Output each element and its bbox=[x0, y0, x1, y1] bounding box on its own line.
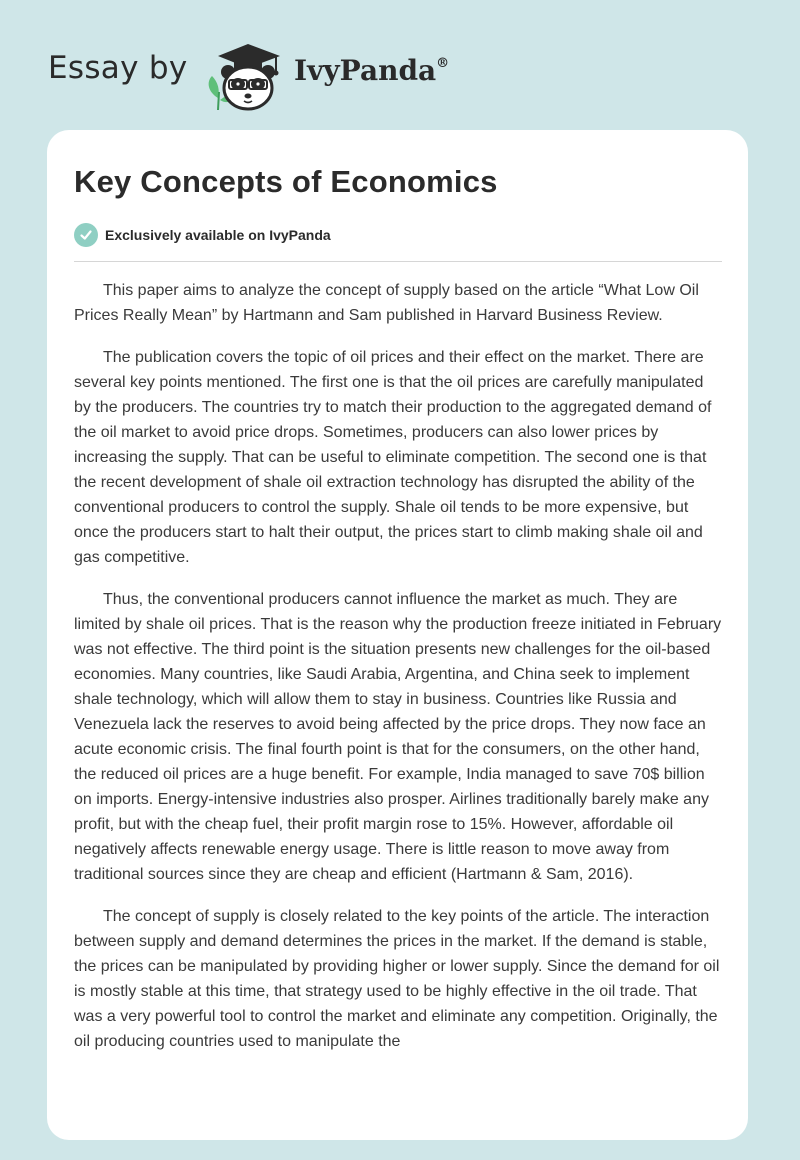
checkmark-icon bbox=[74, 223, 98, 247]
divider bbox=[74, 261, 722, 262]
paragraph: Thus, the conventional producers cannot influence the market as much. They are limited by shale oil prices. That is the reason why the production freeze initiated in February was not effective. The third point is the situation presents new challenges for the oil-based economies. Many countries, like Saudi Arabia, Argentina, and China seek to implement shale technology, which will allow them to stay in business. Countries like Russia and Venezuela lack the reserves to avoid being affected by the price drops. They now face an acute economic crisis. The final fourth point is that for the consumers, on the other hand, the reduced oil prices are a huge benefit. For example, India managed to save 70$ billion on imports. Energy-intensive industries also prosper. Airlines traditionally barely make any profit, but with the cheap fuel, their profit margin rose to 15%. However, affordable oil negatively affects renewable energy usage. There is little reason to move away from traditional sources since they are cheap and efficient (Hartmann & Sam, 2016). bbox=[74, 591, 722, 883]
paragraph: This paper aims to analyze the concept of supply based on the article “What Low Oil Prices Really Mean” by Hartmann and Sam published in Harvard Business Review. bbox=[74, 282, 699, 324]
page-title: Key Concepts of Economics bbox=[74, 164, 498, 199]
brand-text: IvyPanda bbox=[294, 54, 437, 87]
essay-card bbox=[47, 130, 748, 1140]
paragraph: The concept of supply is closely related to the key points of the article. The interaction between supply and demand determines the prices in the market. If the demand is stable, the prices can be manipulated by providing higher or lower supply. Since the demand for oil is mostly stable at this time, that strategy used to be highly effective in the oil trade. That was a very powerful tool to control the market and eliminate any competition. Originally, the oil producing countries used to manipulate the bbox=[74, 908, 720, 1050]
exclusive-badge-label: Exclusively available on IvyPanda bbox=[105, 227, 331, 243]
registered-mark: ® bbox=[436, 56, 450, 71]
panda-graduate-logo-icon[interactable] bbox=[200, 36, 290, 114]
essay-body bbox=[74, 278, 724, 1071]
brand-name[interactable] bbox=[294, 54, 449, 87]
exclusive-badge bbox=[74, 222, 331, 248]
site-header bbox=[48, 36, 508, 116]
panda-face-icon bbox=[221, 65, 275, 109]
paragraph: The publication covers the topic of oil prices and their effect on the market. There are several key points mentioned. The first one is that the oil prices are carefully manipulated by the producers. The countries try to match their production to the aggregated demand of the oil market to avoid price drops. Sometimes, producers can also lower prices by increasing the supply. That can be useful to eliminate competition. The second one is that the recent development of shale oil extraction technology has disrupted the ability of the conventional producers to control the supply. Shale oil tends to be more expensive, but once the producers start to halt their output, the prices start to climb making shale oil and gas competitive. bbox=[74, 349, 712, 566]
essay-by-label: Essay by bbox=[48, 50, 188, 86]
